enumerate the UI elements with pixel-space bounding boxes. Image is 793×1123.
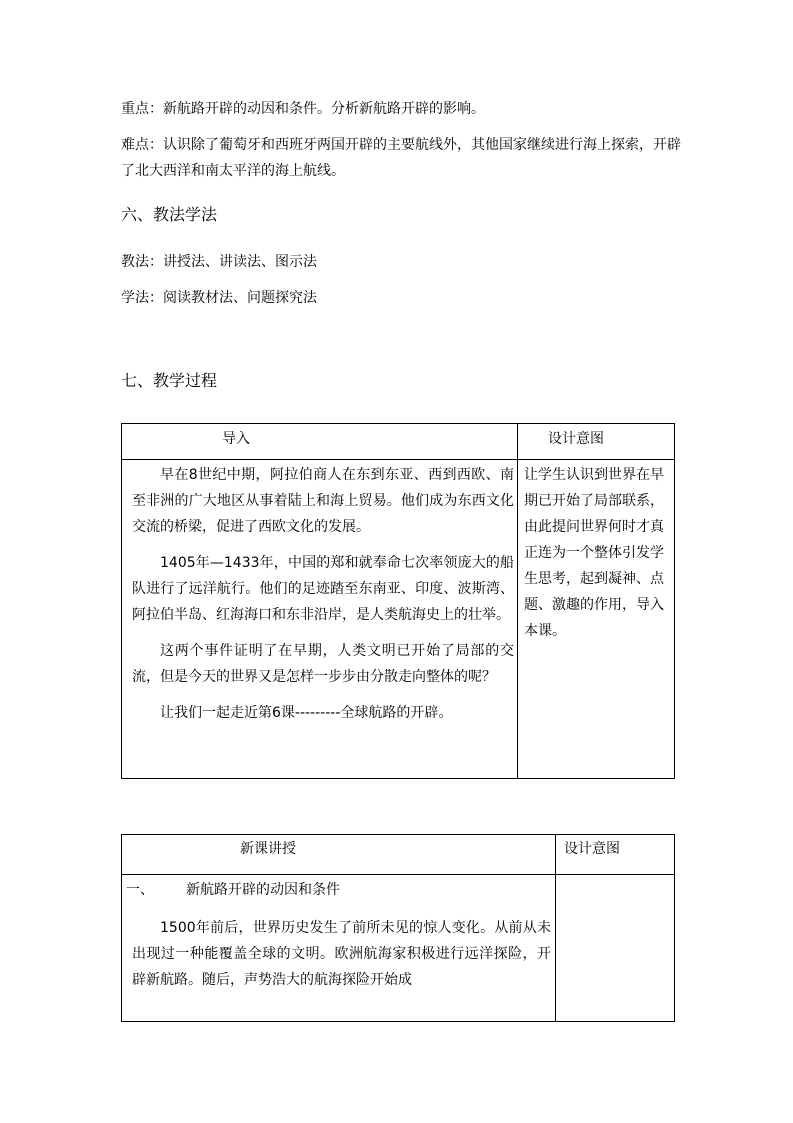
- learning-method: 学法：阅读教材法、问题探究法: [121, 290, 317, 306]
- section-6-title: 六、教法学法: [121, 205, 218, 224]
- teaching-method: 教法：讲授法、讲读法、图示法: [121, 254, 317, 270]
- intro-content-cell: [122, 460, 518, 779]
- new-lesson-intent-cell: [556, 875, 675, 1022]
- new-lesson-intent-header-cell: [556, 835, 675, 875]
- intro-intent-cell: [518, 460, 675, 779]
- new-lesson-header-row: [122, 835, 675, 875]
- intro-table-header-row: [122, 424, 675, 460]
- intro-header-label: 导入: [222, 431, 250, 447]
- key-points: 重点：新航路开辟的动因和条件。分析新航路开辟的影响。: [121, 101, 485, 117]
- new-lesson-intent-header-label: 设计意图: [564, 841, 620, 857]
- intro-intent-header-cell: [518, 424, 675, 460]
- new-lesson-body-row: [122, 875, 675, 1022]
- difficult-points: 难点：认识除了葡萄牙和西班牙两国开辟的主要航线外，其他国家继续进行海上探索，开辟了北大西洋和南太平洋的海上航线。: [121, 137, 681, 179]
- section-7-title: 七、教学过程: [121, 371, 218, 390]
- intro-header-cell: [122, 424, 518, 460]
- intro-paragraph: 早在8世纪中期，阿拉伯商人在东到东亚、西到西欧、南至非洲的广大地区从事着陆上和海上贸易。他们成为东西文化交流的桥梁，促进了西欧文化的发展。: [132, 467, 514, 535]
- intro-intent-text: 让学生认识到世界在早期已开始了局部联系，由此提问世界何时才真正连为一个整体引发学生思考，起到凝神、点题、激趣的作用，导入本课。: [524, 467, 664, 639]
- intro-table-body-row: [122, 460, 675, 779]
- new-lesson-content-cell: [122, 875, 556, 1022]
- new-lesson-paragraph: 1500年前后，世界历史发生了前所未见的惊人变化。从前从未出现过一种能覆盖全球的文明。欧洲航海家积极进行远洋探险，开辟新航路。随后，声势浩大的航海探险开始成: [132, 920, 551, 988]
- intro-intent-header-label: 设计意图: [548, 431, 604, 447]
- intro-paragraph: 这两个事件证明了在早期，人类文明已开始了局部的交流，但是今天的世界又是怎样一步步由分散走向整体的呢？: [132, 643, 514, 685]
- intro-paragraph: 1405年—1433年，中国的郑和就奉命七次率领庞大的船队进行了远洋航行。他们的足迹踏至东南亚、印度、波斯湾、阿拉伯半岛、红海海口和东非沿岸，是人类航海史上的壮举。: [132, 555, 514, 623]
- subsection-heading: [126, 877, 551, 903]
- new-lesson-header-cell: [122, 835, 556, 875]
- new-lesson-table: [121, 834, 675, 1022]
- new-lesson-header-label: 新课讲授: [240, 841, 296, 857]
- subsection-title: 新航路开辟的动因和条件: [186, 882, 340, 898]
- subsection-number: 一、: [126, 882, 154, 898]
- intro-table: [121, 423, 675, 779]
- intro-paragraph: 让我们一起走近第6课---------全球航路的开辟。: [160, 705, 453, 721]
